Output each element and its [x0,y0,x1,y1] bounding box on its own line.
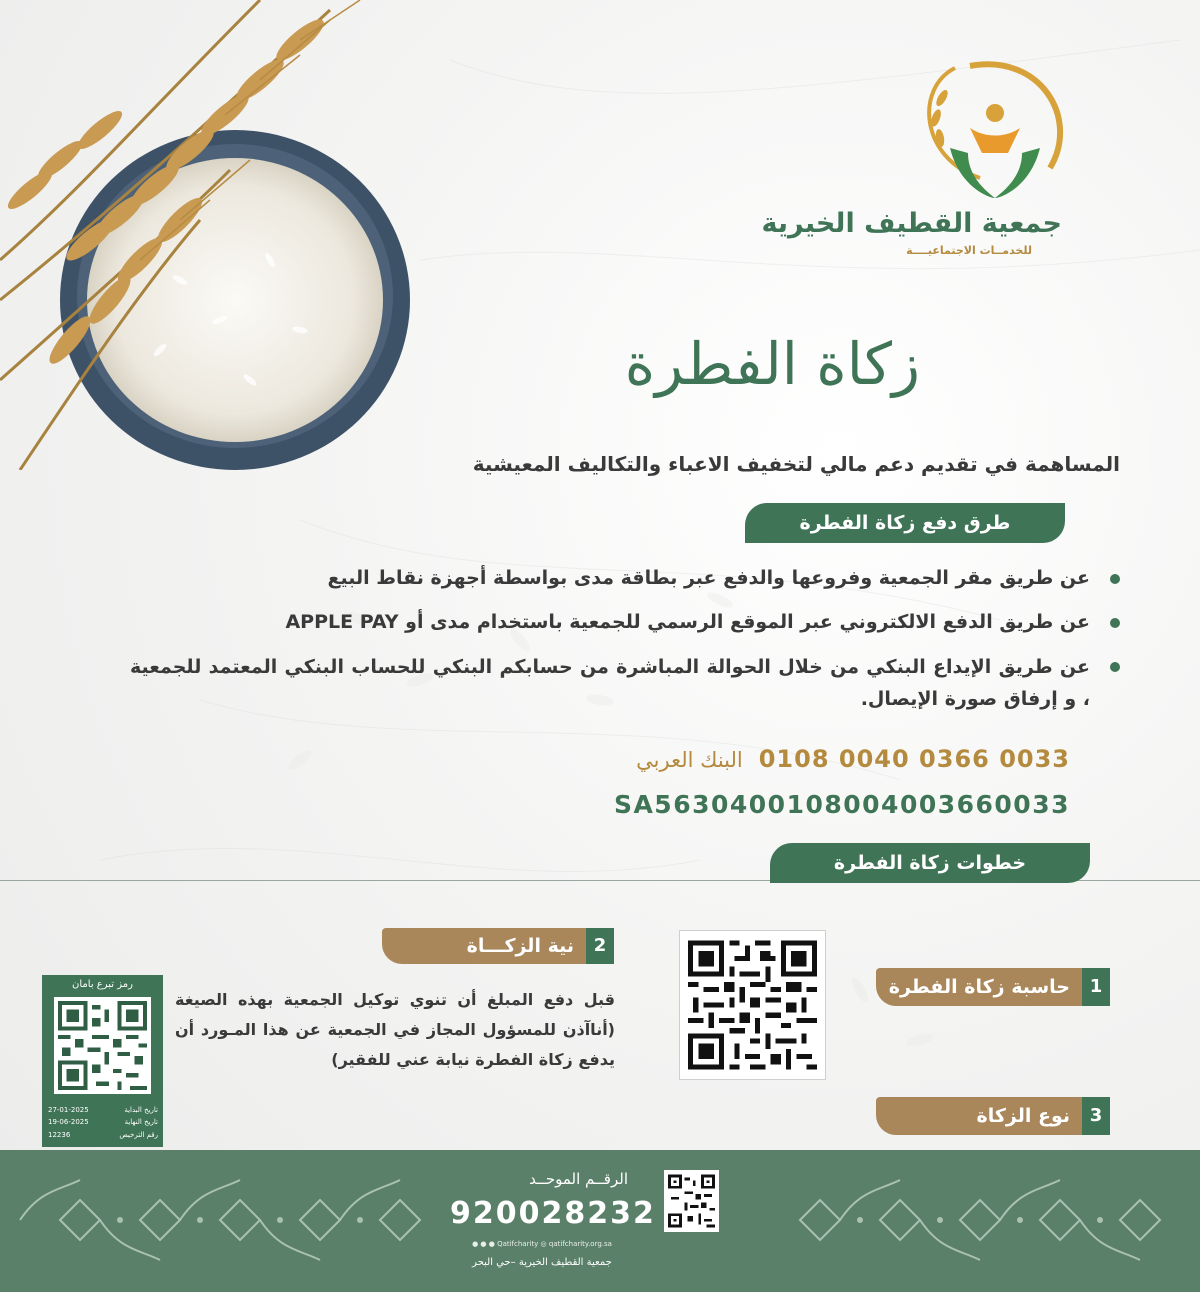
step-1-pill [876,968,1110,1006]
website[interactable]: qatifcharity.org.sa [548,1240,612,1248]
method-text: عن طريق الإيداع البنكي من خلال الحوالة المباشرة من حسابكم البنكي للحساب البنكي المعتمد للجمعية ، و إرفاق صورة الإيصال. [130,656,1090,710]
qr-code-icon [688,939,817,1071]
steps-heading: خطوات زكاة الفطرة [770,843,1090,883]
qr-code-icon [58,1001,147,1090]
bank-account [636,745,1070,773]
license-label: رقم الترخيص [119,1131,158,1139]
list-item [130,607,1090,637]
org-logo [761,58,1140,268]
list-item [130,563,1090,593]
donation-qr[interactable] [54,997,151,1094]
bank-name: البنك العربي [636,748,743,772]
step-label: نية الزكـــاة [466,935,574,957]
list-item [130,651,1090,715]
iban: SA5630400108004003660033 [613,790,1070,819]
donation-license-card [42,975,163,1147]
social-icons: ● ● ● [472,1240,498,1248]
payment-methods-list [130,563,1090,729]
step-number: 2 [586,928,614,964]
zakat-calculator-qr[interactable] [679,930,826,1080]
step-label: حاسبة زكاة الفطرة [888,976,1070,998]
logo-emblem-icon [850,58,1140,208]
step-2-pill [382,928,614,964]
footer-contacts [447,1240,637,1248]
bullet-icon [1110,574,1120,584]
method-text: عن طريق الدفع الالكتروني عبر الموقع الرسمي للجمعية باستخدام مدى أو APPLE PAY [285,611,1090,633]
qr-code-icon [668,1174,715,1228]
footer-qr[interactable] [664,1170,719,1232]
methods-heading: طرق دفع زكاة الفطرة [745,503,1065,543]
step-3-pill [876,1097,1110,1135]
bullet-icon [1110,662,1120,672]
footer-address: جمعية القطيف الخيرية –حي البحر [472,1257,612,1268]
license-card-title: رمز تبرع بامان [72,979,133,990]
step-label: نوع الزكاة [976,1105,1070,1127]
step-number: 1 [1082,968,1110,1006]
org-subtitle: للخدمــات الاجتماعيــــة [906,244,1032,257]
start-label: تاريخ البداية [124,1106,158,1114]
license-start [48,1106,158,1114]
footer-ornament-right-icon [770,1170,1190,1270]
footer-ornament-left-icon [10,1170,430,1270]
rice-bowl-wheat-illustration [0,0,460,470]
license-end [48,1118,158,1126]
unified-number-label: الرقــم الموحــد [529,1170,628,1188]
org-name: جمعية القطيف الخيرية [761,208,1062,239]
start-date: 27-01-2025 [48,1106,89,1114]
end-date: 19-06-2025 [48,1118,89,1126]
page-title: زكاة الفطرة [624,330,920,398]
license-number: 12236 [48,1131,71,1139]
web-icon: ◎ [540,1240,549,1248]
bullet-icon [1110,618,1120,628]
bank-account-number: 0108 0040 0366 0033 [758,745,1070,773]
intro-text: المساهمة في تقديم دعم مالي لتخفيف الاعباء والتكاليف المعيشية [472,452,1120,476]
end-label: تاريخ النهاية [124,1118,158,1126]
unified-number[interactable]: 920028232 [450,1196,656,1231]
step-number: 3 [1082,1097,1110,1135]
method-text: عن طريق مقر الجمعية وفروعها والدفع عبر بطاقة مدى بواسطة أجهزة نقاط البيع [327,567,1090,589]
social-handle[interactable]: Qatifcharity [497,1240,539,1248]
license-number-row [48,1131,158,1139]
step-2-text: قبل دفع المبلغ أن تنوي توكيل الجمعية بهذه الصيغة (أناآذن للمسؤول المجاز في الجمعية عن هذا المـورد أن يدفع زكاة الفطرة نيابة عني للفقير) [175,990,615,1069]
